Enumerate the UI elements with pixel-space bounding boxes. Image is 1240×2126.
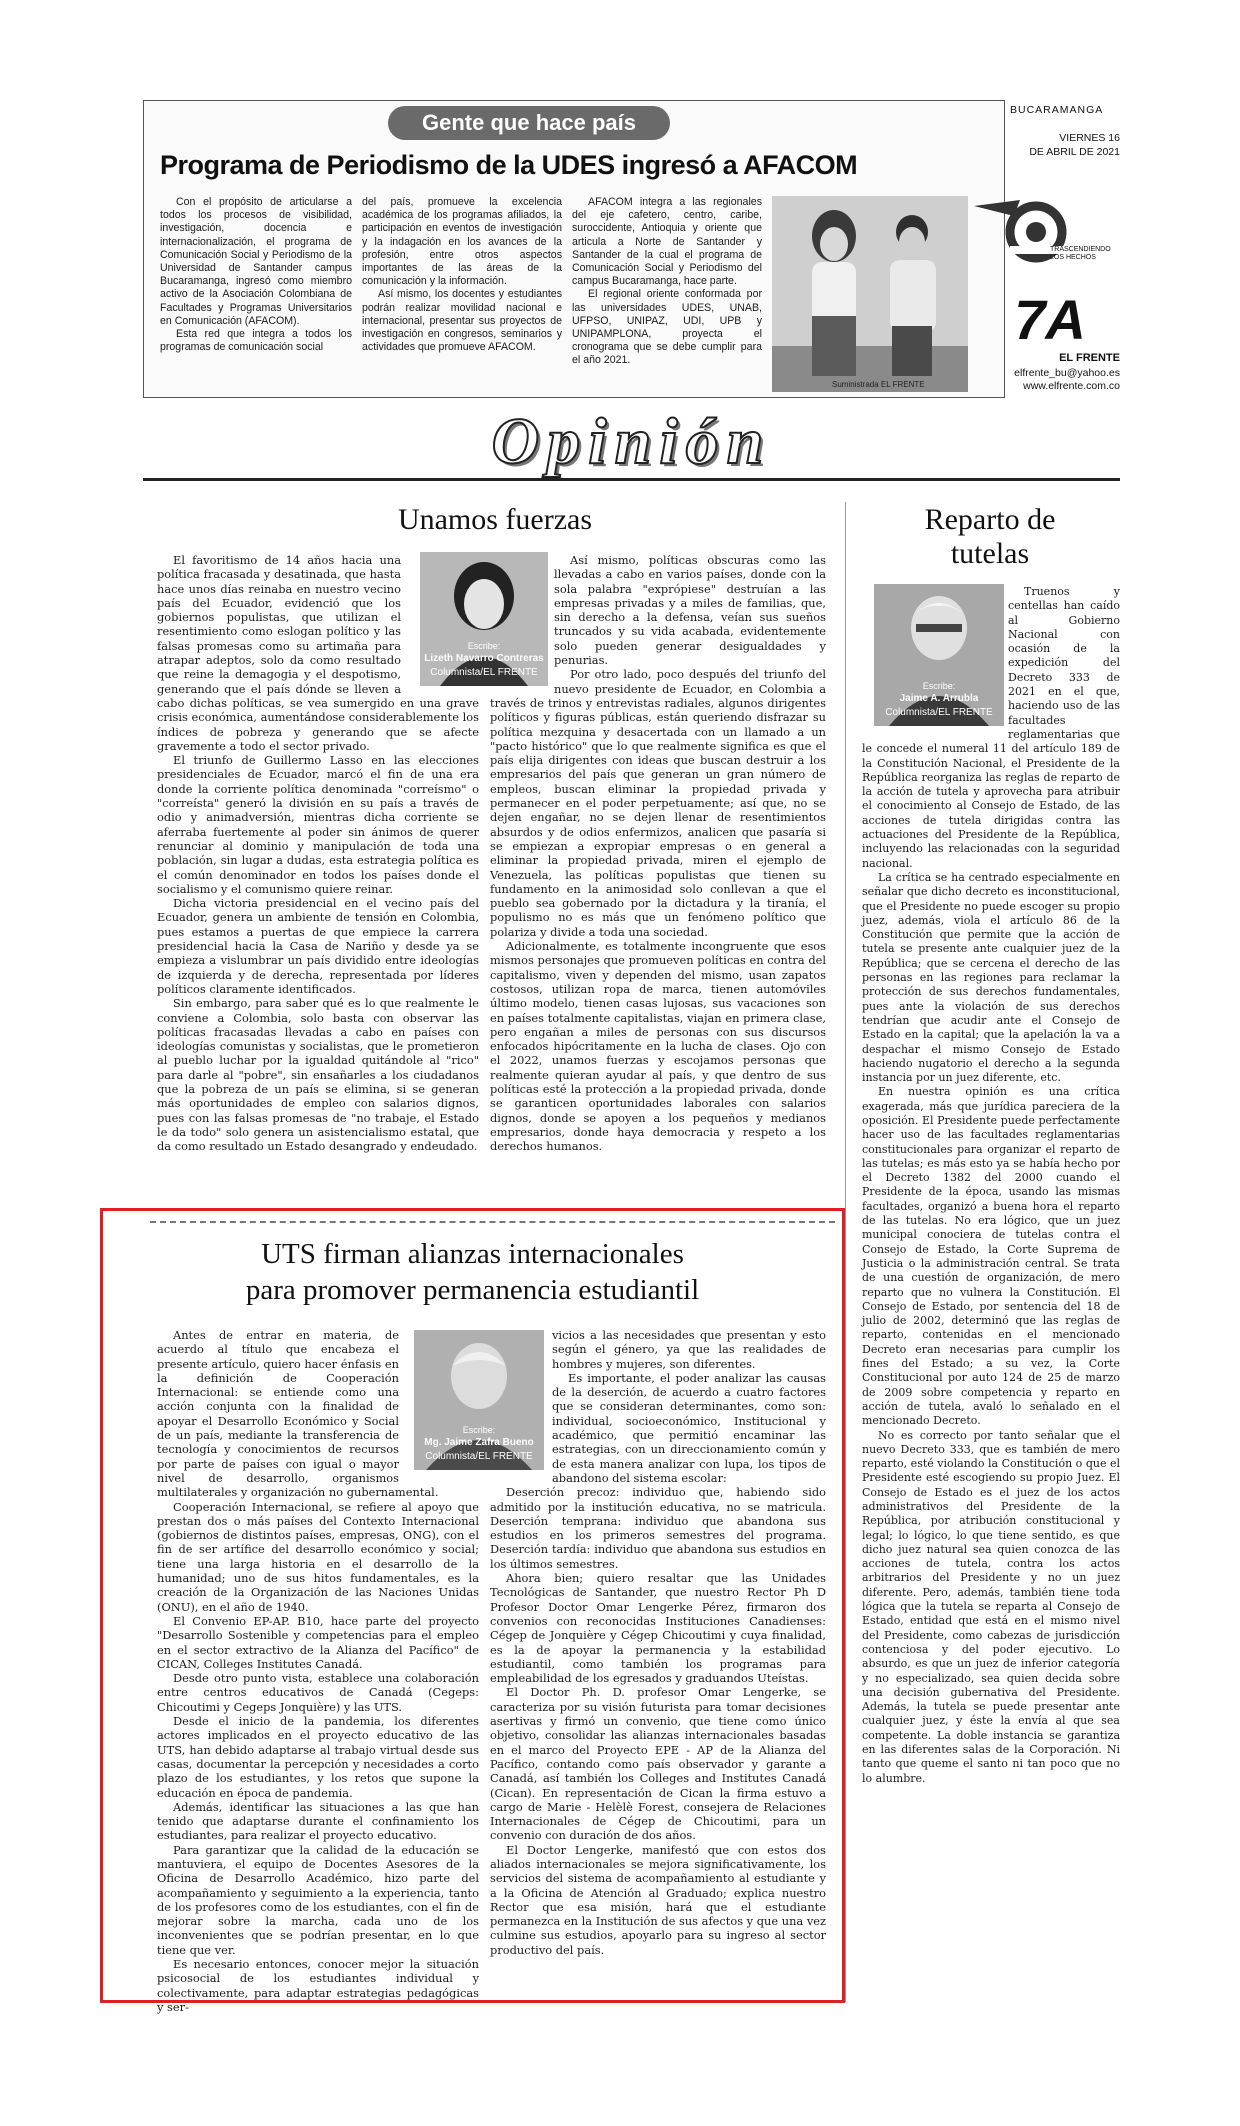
- page-number: 7A: [1014, 288, 1086, 351]
- feature-col3: AFACOM integra a las regionales del eje cafetero, centro, caribe, suroccidente, Antioquia y oriente que articula a Norte de Santander y Santander de la cual el programa de Comunicación Social y Periodismo del campus Bucaramanga, hace parte. El regional oriente conformada por las universidades UDES, UNAB, UFPSO, UNIPAZ, UDI, UPB y UNIPAMPLONA, proyecta el cronograma que se debe cumplir para el año 2021.: [572, 196, 762, 367]
- feature-headline: Programa de Periodismo de la UDES ingresó a AFACOM: [160, 150, 858, 180]
- article3-col2: vicios a las necesidades que presentan y esto según el género, ya que las realidades de hombres y mujeres, son diferentes. Es importante, el poder analizar las causas de la deserción, de acuerdo a cuatro factores que se consideran determinantes, como son: individual, socioeconómico, Institucional y académico, que permitió encaminar las estrategias, con un direccionamiento común y de esta manera analizar con lupa, los tipos de abandono del sistema escolar: Deserción precoz: individuo que, habiendo sido admitido por la institución educativa, no se matricula. Deserción temprana: individuo que abandona sus estudios en los primeros semestres del programa. Deserción tardía: individuo que abandona sus estudios en los últimos semestres. Ahora bien; quiero resaltar que las Unidades Tecnológicas de Santander, que nuestro Rector Ph D Profesor Doctor Omar Lengerke Pérez, firmaron dos convenios con reconocidas Instituciones Canadienses: Cégep de Jonquière y Cégep Chicoutimi y cuya finalidad, es la de apoyar la permanencia y la estabilidad estudiantil, como también los programas para empleabilidad de los egresados y graduandos Uteístas. El Doctor Ph. D. profesor Omar Lengerke, se caracteriza por su visión futurista para tomar decisiones asertivas y firmó un convenio, que tiene como único objetivo, consolidar las alianzas internacionales basadas en el marco del Proyecto EPE - AP de la Alianza del Pacífico, contando como país observador y garante a Canadá, así también los Colleges and Institutes Canadá (Cican). En representación de Cican la firma estuvo a cargo de Marie - Helèlè Forest, consejera de Relaciones Internacionales de Cégep de Chicoutimi, para un convenio con duración de dos años. El Doctor Lengerke, manifestó que con estos dos aliados internacionales se mejora significativamente, los servicios del sistema de acompañamiento al estudiante y a la Oficina de Atención al Graduado; explica nuestro Rector que esa misión, hará que el estudiante permanezca en la Institución de sus afectos y que una vez culmine sus estudios, apoyarlo para su ingreso al sector productivo del país.: [490, 1328, 826, 1957]
- article2-title-2: tutelas: [950, 537, 1030, 570]
- masthead-date-1: VIERNES 16: [1059, 132, 1120, 144]
- section-title: Opinión: [491, 405, 772, 478]
- feature-photo-credit: Suministrada EL FRENTE: [832, 380, 925, 389]
- masthead-city: BUCARAMANGA: [1010, 104, 1104, 116]
- article3-byline-label: Escribe:: [462, 1425, 496, 1435]
- feature-photo: [772, 196, 968, 392]
- article3-author: Mg. Jaime Zafra Bueno: [424, 1437, 534, 1448]
- article3-role: Columnista/EL FRENTE: [425, 1451, 533, 1462]
- feature-col2: del país, promueve la excelencia académica de los programas afiliados, la participación en eventos de investigación y la indagación en los avances de la profesión, entre otros aspectos importantes de las áreas de la comunicación y la información. Así mismo, los docentes y estudiantes podrán realizar movilidad nacional e internacional, presentar sus proyectos de investigación en congresos, seminarios y actividades que promueve AFACOM.: [362, 196, 562, 354]
- article2-title-1: Reparto de: [924, 503, 1056, 536]
- article3-title-1: UTS firman alianzas internacionales: [261, 1238, 684, 1270]
- article1-author: Lizeth Navarro Contreras: [424, 653, 544, 664]
- anniversary-logo: [970, 196, 1120, 268]
- article2-role: Columnista/EL FRENTE: [885, 707, 993, 718]
- article3-title-2: para promover permanencia estudiantil: [245, 1274, 700, 1306]
- article1-col2: Así mismo, políticas obscuras como las llevadas a cabo en varios países, donde con la sola palabra "exprópiese" destruían a las empresas privadas y a miles de familias, que, sin derecho a la defensa, veían sus sueños truncados y su vida acabada, evidentemente solo pueden generar desigualdades y penurias. Por otro lado, poco después del triunfo del nuevo presidente de Ecuador, en Colombia a través de trinos y entrevistas radiales, algunos dirigentes políticos y figuras públicas, están queriendo disfrazar su política mezquina y desacertada con un llamado a un "pacto histórico" que lo que realmente significa es que el país elija dirigentes con ideas que buscan destruir a los empresarios del país que generan un gran número de empleos, buscan eliminar la propiedad privada y permanecer en el poder perpetuamente; así que, no se dejen engañar, no se dejen llenar de resentimientos absurdos y de odios enfermizos, analicen que pasaría si se empiezan a expropiar empresas o en general a eliminar la propiedad privada, miren el ejemplo de Venezuela, las políticas populistas que tienen su fundamento en la animosidad solo conllevan a que el pueblo sea gobernado por la dictadura y la tiranía, el populismo no es más que un fenómeno político que polariza y divide a toda una sociedad. Adicionalmente, es totalmente incongruente que esos mismos personajes que promueven políticas en contra del capitalismo, viven y dependen del mismo, usan zapatos costosos, utilizan ropa de marca, tienen automóviles último modelo, tienen casas lujosas, sus vacaciones son en países totalmente capitalistas, viajan en primera clase, pero engañan a miles de personas con sus discursos enfocados hipócritamente en la lucha de clases. Ojo con el 2022, unamos fuerzas y escojamos personas que realmente quieran ayudar al país, y que dentro de sus políticas esté la protección a la propiedad privada, donde se garanticen oportunidades laborales con salarios dignos, donde se apoyen a los pequeños y medianos empresarios, donde haya democracia y respeto a los derechos humanos.: [490, 553, 826, 1154]
- masthead-date-2: DE ABRIL DE 2021: [1029, 146, 1120, 158]
- article1-title: Unamos fuerzas: [397, 503, 593, 536]
- paper-name: EL FRENTE: [1059, 352, 1120, 364]
- article2-body: Truenos y centellas han caído al Gobierno Nacional con ocasión de la expedición del Decreto 333 de 2021 en el que, haciendo uso de las facultades reglamentarias que le concede el numeral 11 del artículo 189 de la Constitución Nacional, el Presidente de la República reorganiza las reglas de reparto de la acción de tutela y aprovecha para atribuir el conocimiento al Consejo de Estado, de las acciones de tutela dirigidas contra las actuaciones del Presidente de la República, incluyendo las relacionadas con la seguridad nacional. La crítica se ha centrado especialmente en señalar que dicho decreto es inconstitucional, que el Presidente no puede escoger su propio juez, además, viola el artículo 86 de la Constitución que permite que la acción de tutela se presente ante cualquier juez de la República; que se cercena el derecho de las personas en las regiones para reclamar la protección de sus derechos fundamentales, pues ante la violación de sus derechos tendrían que acudir ante el Consejo de Estado en la capital; que la apelación la va a despachar el mismo Consejo de Estado haciendo nugatorio el derecho a la segunda instancia por un juez diferente, etc. En nuestra opinión es una crítica exagerada, más que jurídica pareciera de la oposición. El Presidente puede perfectamente hacer uso de las facultades reglamentarias constitucionales para organizar el reparto de las tutelas; es más esto ya se había hecho por el Decreto 1382 del 2000 cuando el Presidente de la época, usando las mismas facultades, organizó a buena hora el reparto de las tutelas. No era lógico, que un juez municipal conociera de tutelas contra el Consejo de Estado, la Corte Suprema de Justicia o la administración central. Se trata de una cuestión de organización, de mero reparto que no vulnera la Constitución. El Consejo de Estado, por sentencia del 18 de julio de 2002, determinó que las reglas de reparto, contenidas en el mencionado Decreto eran necesarias para cumplir los fines del Estado; a su vez, la Corte Constitucional por auto 124 de 25 de marzo de 2009 sobre competencia y reparto en acción de tutela, avaló lo señalado en el mencionado Decreto. No es correcto por tanto señalar que el nuevo Decreto 333, que es también de mero reparto, esté violando la Constitución o que el Presidente esté escogiendo su propio Juez. El Consejo de Estado es el juez de los actos administrativos del Presidente de la República, por atribución constitucional y legal; lo lógico, lo que tiene sentido, es que dicho juez natural sea quien conozca de las acciones de tutela, contra los actos arbitrarios del Presidente y no un juez diferente. Pero, además, también tiene toda lógica que la tutela se reparta al Consejo de Estado, entidad que está en el mismo nivel del Presidente, como cabezas de jurisdicción contenciosa y del poder ejecutivo. Lo absurdo, es que un juez de inferior categoría y no especializado, sea quien decida sobre una decisión gubernativa del Presidente. Además, la tutela se puede presentar ante cualquier juez, y éste la envía al que sea competente. La doble instancia se garantiza en las diferentes salas de la Corporación. Ni tanto que queme el santo ni tan poco que no lo alumbre.: [862, 585, 1120, 1785]
- article1-role: Columnista/EL FRENTE: [430, 667, 538, 678]
- article2-author: Jaime A. Arrubla: [899, 693, 979, 704]
- feature-banner: Gente que hace país: [388, 106, 670, 140]
- photo-wrap-spacer: [490, 1328, 552, 1474]
- anniversary-text: TRASCENDIENDO LOS HECHOS: [1050, 246, 1111, 261]
- masthead-email[interactable]: elfrente_bu@yahoo.es: [1014, 367, 1120, 379]
- photo-wrap-spacer: [862, 585, 1008, 733]
- article1-col1: El favoritismo de 14 años hacia una política fracasada y desatinada, que hasta hace unos días reinaba en nuestro vecino país del Ecuador, evidenció que los gobiernos populistas, que utilizan el resentimiento como eslogan político y las falsas promesas como su artimaña para atrapar adeptos, solo da como resultado que reine la demagogia y el despotismo, generando que el país dónde se lleven a cabo dichas políticas, se vea sumergido en una grave crisis económica, aumentándose considerablemente los índices de pobreza y generando que se afecte gravemente a todo el sector privado. El triunfo de Guillermo Lasso en las elecciones presidenciales de Ecuador, marcó el fin de una era donde la corriente política denominada "correísmo" o "correísta" generó la división en su país a través de odio y animadversión, mientras dicha corriente se aferraba fuertemente al poder sin ánimos de querer renunciar al dominio y manipulación de toda una población, sin lugar a dudas, esta estrategia política es el común denominador en todos los países donde el socialismo y el comunismo quiere reinar. Dicha victoria presidencial en el vecino país del Ecuador, genera un ambiente de tensión en Colombia, pues estamos a puertas de que empiece la carrera presidencial hacia la Casa de Nariño y desde ya se empieza a vislumbrar un país dividido entre ideologías de izquierda y de derecha, representada por líderes políticos claramente identificados. Sin embargo, para saber qué es lo que realmente le conviene a Colombia, solo basta con observar las políticas fracasadas llevadas a cabo en países con ideologías comunistas y socialistas, que le prometieron al pueblo luchar por la igualdad quitándole al "rico" para darle al "pobre", sin ensañarles a los ciudadanos que la pobreza de un país se elimina, si se generan más oportunidades de empleo con salarios dignos, pues con las falsas promesas de "no trabaje, el Estado le da todo" solo genera un asistencialismo estatal, que da como resultado un Estado desangrado y endeudado.: [157, 553, 479, 1154]
- column-divider: [845, 502, 846, 2002]
- masthead-website[interactable]: www.elfrente.com.co: [1023, 380, 1120, 392]
- feature-col1: Con el propósito de articularse a todos los procesos de visibilidad, investigación, docencia e internacionalización, el programa de Comunicación Social y Periodismo de la Universidad de Santander campus Bucaramanga, ingresó como miembro activo de la Asociación Colombiana de Facultades y Programas Universitarios en Comunicación (AFACOM). Esta red que integra a todos los programas de comunicación social: [160, 196, 352, 354]
- article2-byline-label: Escribe:: [922, 681, 956, 691]
- article3-col1: Antes de entrar en materia, de acuerdo al título que encabeza el presente artículo, quiero hacer énfasis en la definición de Cooperación Internacional: se entiende como una acción conjunta con la finalidad de apoyar el Desarrollo Económico y Social de un país, mediante la transferencia de tecnología y conocimientos de recursos por parte de países con igual o mayor nivel de desarrollo, organismos multilaterales y organización no gubernamental. Cooperación Internacional, se refiere al apoyo que prestan dos o más países del Contexto Internacional (gobiernos de distintos países, empresas, ONG), con el fin de ser artífice del desarrollo económico y social; tiene una larga historia en el desarrollo de la humanidad; uno de sus hitos fundamentales, es la creación de la Organización de las Naciones Unidas (ONU), en el año de 1940. El Convenio EP-AP. B10, hace parte del proyecto "Desarrollo Sostenible y competencias para el empleo en el sector extractivo de la Alianza del Pacífico" de CICAN, Colleges Institutes Canadá. Desde otro punto vista, establece una colaboración entre centros educativos de Canadá (Cegeps: Chicoutimi y Cegeps Jonquière) y las UTS. Desde el inicio de la pandemia, los diferentes actores implicados en el proyecto educativo de las UTS, han debido adaptarse al trabajo virtual desde sus casas, documentar la percepción y necesidades a corto plazo de los estudiantes, y los retos que supone la educación en época de pandemia. Además, identificar las situaciones a las que han tenido que adaptarse durante el confinamiento los estudiantes, para realizar el proyecto educativo. Para garantizar que la calidad de la educación se mantuviera, el equipo de Docentes Asesores de la Oficina de Desarrollo Académico, hizo parte del acompañamiento y seguimiento a la experiencia, tanto de los profesores como de los estudiantes, con el fin de mejorar sobre la marcha, cada uno de los inconvenientes que se podrían presentar, en lo que tiene que ver. Es necesario entonces, conocer mejor la situación psicosocial de los estudiantes individual y colectivamente, para adaptar estrategias pedagógicas y ser-: [157, 1328, 479, 2014]
- article1-byline-label: Escribe:: [467, 641, 501, 651]
- section-rule-top: [143, 478, 1120, 481]
- photo-wrap-spacer: [490, 553, 554, 693]
- students-photo-icon: [772, 196, 968, 392]
